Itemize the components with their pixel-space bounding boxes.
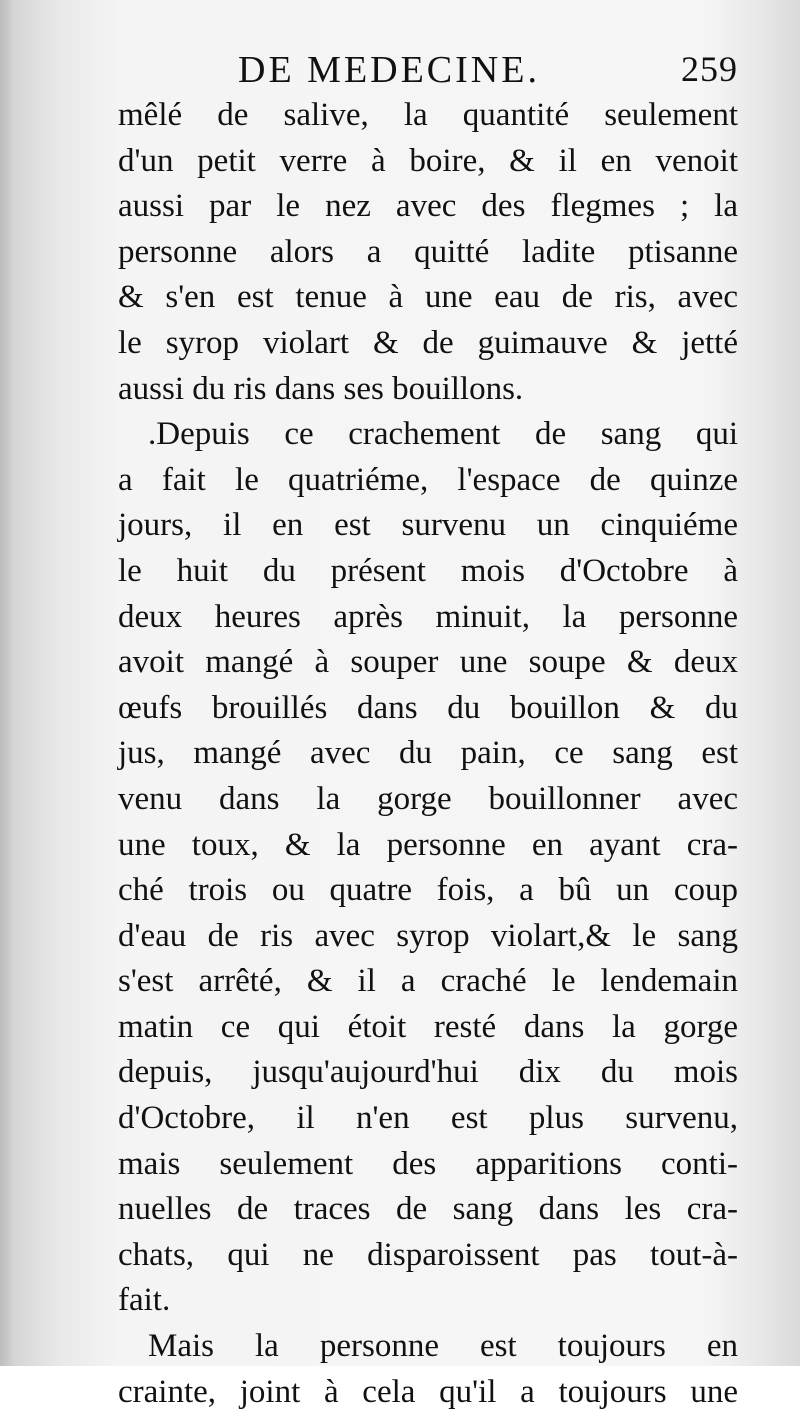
page-header: [118, 48, 738, 94]
text-line: aussi du ris dans ses bouillons.: [118, 370, 524, 407]
text-line: depuis, jusqu'aujourd'hui dix du mois: [118, 1054, 738, 1091]
text-line: le syrop violart & de guimauve & jetté: [118, 324, 738, 361]
text-line: aussi par le nez avec des flegmes ; la: [118, 188, 738, 225]
body-text: [118, 93, 738, 1415]
text-line: mêlé de salive, la quantité seulement: [118, 97, 738, 133]
text-line: le huit du présent mois d'Octobre à: [118, 552, 738, 589]
text-line: Mais la personne est toujours en: [148, 1328, 738, 1365]
text-line: d'eau de ris avec syrop violart,& le sang: [118, 917, 738, 954]
text-line: mais seulement des apparitions conti-: [118, 1145, 738, 1182]
text-line: d'un petit verre à boire, & il en venoit: [118, 142, 738, 179]
text-line: une toux, & la personne en ayant cra-: [118, 826, 738, 863]
page-edge-shadow: [0, 0, 14, 1366]
text-line: s'est arrêté, & il a craché le lendemain: [118, 963, 738, 1000]
text-line: ché trois ou quatre fois, a bû un coup: [118, 872, 738, 909]
text-line: jours, il en est survenu un cinquiéme: [118, 507, 738, 544]
text-line: d'Octobre, il n'en est plus survenu,: [118, 1100, 738, 1137]
text-line: a fait le quatriéme, l'espace de quinze: [118, 461, 738, 498]
text-line: personne alors a quitté ladite ptisanne: [118, 233, 738, 270]
text-line: œufs brouillés dans du bouillon & du: [118, 689, 738, 726]
text-line: avoit mangé à souper une soupe & deux: [118, 644, 738, 681]
text-line: nuelles de traces de sang dans les cra-: [118, 1191, 738, 1228]
page-number: 259: [681, 49, 738, 89]
text-line: chats, qui ne disparoissent pas tout-à-: [118, 1236, 738, 1273]
text-line: fait.: [118, 1282, 171, 1319]
running-head: DE MEDECINE.: [238, 49, 540, 91]
text-line: crainte, joint à cela qu'il a toujours une: [118, 1373, 738, 1410]
text-line: .Depuis ce crachement de sang qui: [148, 416, 738, 453]
text-line: venu dans la gorge bouillonner avec: [118, 780, 738, 817]
text-line: jus, mangé avec du pain, ce sang est: [118, 735, 738, 772]
text-line: deux heures après minuit, la personne: [118, 598, 738, 635]
text-line: & s'en est tenue à une eau de ris, avec: [118, 279, 738, 316]
text-line: matin ce qui étoit resté dans la gorge: [118, 1008, 738, 1045]
